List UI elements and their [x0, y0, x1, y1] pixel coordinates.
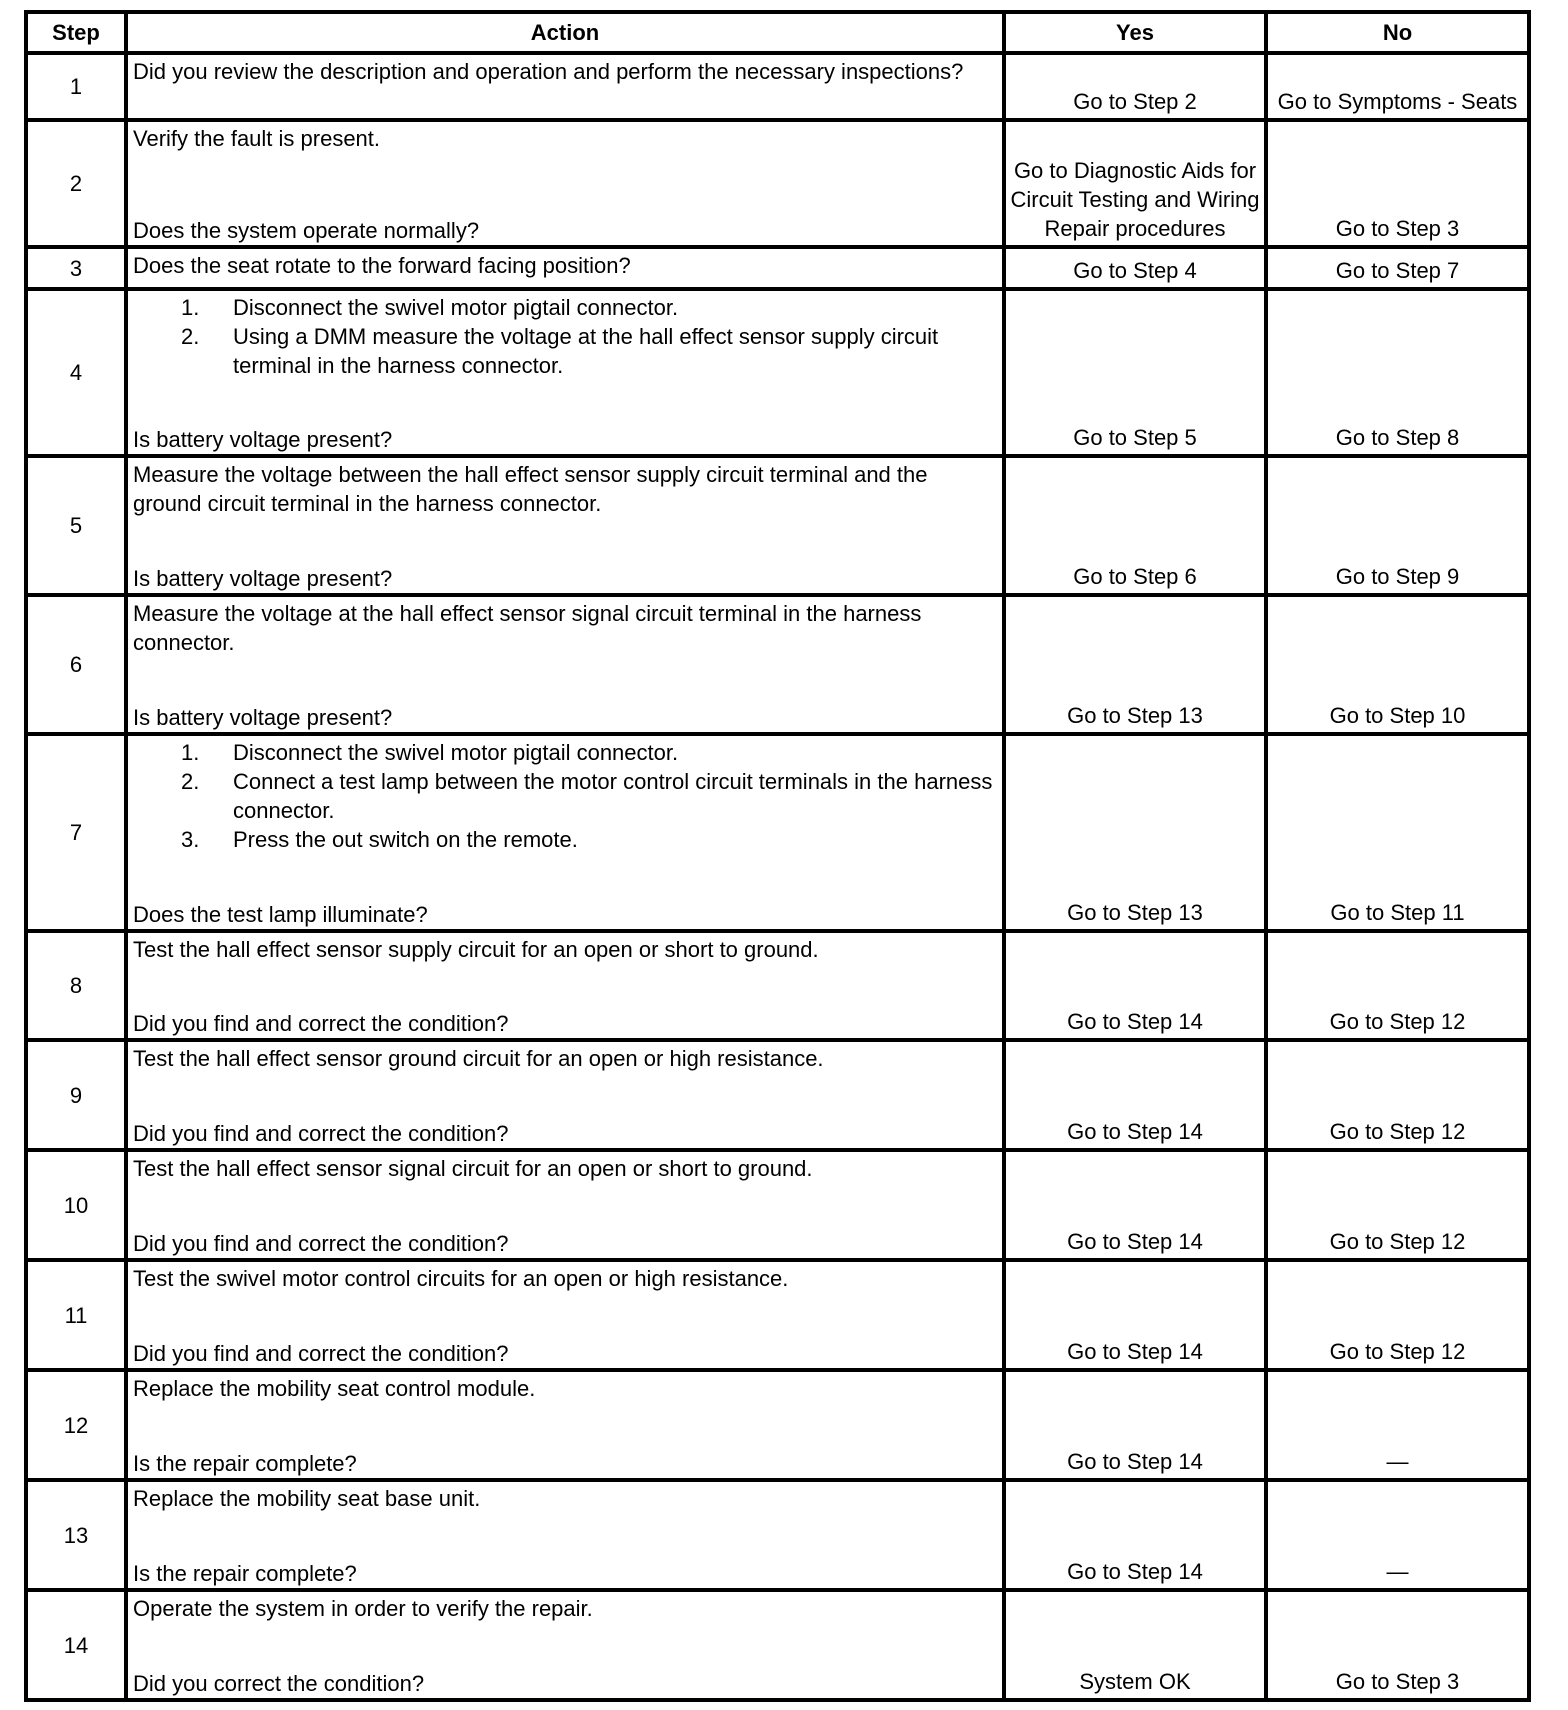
action-instructions — [133, 293, 998, 380]
action-content — [133, 1594, 998, 1698]
action-content — [133, 935, 998, 1038]
action-text: Test the hall effect sensor supply circuit for an open or short to ground. — [133, 937, 819, 962]
step-cell: 6 — [26, 595, 126, 734]
action-question: Did you find and correct the condition? — [133, 1011, 509, 1036]
table-row — [26, 931, 1529, 1040]
table-row — [26, 456, 1529, 595]
table-row — [26, 1040, 1529, 1150]
table-row — [26, 1260, 1529, 1370]
action-text: Replace the mobility seat base unit. — [133, 1486, 481, 1511]
step-cell: 14 — [26, 1590, 126, 1700]
step-cell: 10 — [26, 1150, 126, 1260]
step-cell: 1 — [26, 53, 126, 120]
yes-cell: Go to Diagnostic Aids for Circuit Testing and Wiring Repair procedures — [1004, 120, 1266, 247]
step-cell: 8 — [26, 931, 126, 1040]
action-cell — [126, 1590, 1004, 1700]
action-cell — [126, 595, 1004, 734]
no-cell: Go to Step 3 — [1266, 120, 1529, 247]
action-text: Does the seat rotate to the forward facing position? — [133, 253, 631, 278]
action-cell — [126, 1150, 1004, 1260]
action-content — [133, 293, 998, 454]
action-text: Operate the system in order to verify the repair. — [133, 1596, 593, 1621]
action-cell — [126, 120, 1004, 247]
step-cell: 3 — [26, 247, 126, 289]
yes-cell: Go to Step 13 — [1004, 595, 1266, 734]
action-content — [133, 124, 998, 245]
table-row — [26, 1480, 1529, 1590]
header-row — [26, 12, 1529, 53]
step-cell: 9 — [26, 1040, 126, 1150]
action-content — [133, 599, 998, 732]
action-cell — [126, 456, 1004, 595]
no-cell: Go to Step 12 — [1266, 1260, 1529, 1370]
list-item: Connect a test lamp between the motor control circuit terminals in the harness connector. — [233, 769, 993, 823]
yes-cell: Go to Step 14 — [1004, 1480, 1266, 1590]
yes-cell: System OK — [1004, 1590, 1266, 1700]
table-row — [26, 1150, 1529, 1260]
step-cell: 11 — [26, 1260, 126, 1370]
table-row — [26, 1370, 1529, 1480]
no-cell: — — [1266, 1480, 1529, 1590]
table-body — [26, 53, 1529, 1700]
action-cell — [126, 1260, 1004, 1370]
yes-cell: Go to Step 5 — [1004, 289, 1266, 456]
step-cell: 12 — [26, 1370, 126, 1480]
action-text: Replace the mobility seat control module. — [133, 1376, 536, 1401]
action-cell — [126, 1370, 1004, 1480]
action-text: Did you review the description and operation and perform the necessary inspections? — [133, 59, 964, 84]
action-question: Does the system operate normally? — [133, 218, 480, 243]
header-action: Action — [126, 12, 1004, 53]
no-cell: Go to Symptoms - Seats — [1266, 53, 1529, 120]
action-instructions — [133, 1594, 998, 1623]
action-content — [133, 1044, 998, 1148]
list-item: Press the out switch on the remote. — [233, 827, 578, 852]
action-text: Verify the fault is present. — [133, 126, 381, 151]
action-cell — [126, 931, 1004, 1040]
list-item: Disconnect the swivel motor pigtail connector. — [233, 295, 679, 320]
action-instructions — [133, 738, 998, 854]
no-cell: Go to Step 11 — [1266, 734, 1529, 931]
yes-cell: Go to Step 13 — [1004, 734, 1266, 931]
action-question: Did you find and correct the condition? — [133, 1341, 509, 1366]
action-content — [133, 251, 998, 287]
table-row — [26, 595, 1529, 734]
action-content — [133, 1154, 998, 1258]
action-content — [133, 738, 998, 929]
action-question: Is battery voltage present? — [133, 705, 393, 730]
action-question: Is the repair complete? — [133, 1451, 357, 1476]
action-content — [133, 1374, 998, 1478]
action-cell — [126, 1040, 1004, 1150]
yes-cell: Go to Step 6 — [1004, 456, 1266, 595]
no-cell: Go to Step 12 — [1266, 931, 1529, 1040]
action-instructions — [133, 935, 998, 964]
action-instructions — [133, 1154, 998, 1183]
header-step: Step — [26, 12, 126, 53]
action-question: Did you find and correct the condition? — [133, 1231, 509, 1256]
table-row — [26, 289, 1529, 456]
yes-cell: Go to Step 14 — [1004, 1260, 1266, 1370]
action-text: Measure the voltage between the hall effect sensor supply circuit terminal and the ground circuit terminal in the harness connector. — [133, 462, 928, 516]
yes-cell: Go to Step 14 — [1004, 1370, 1266, 1480]
no-cell: Go to Step 3 — [1266, 1590, 1529, 1700]
action-instructions — [133, 1264, 998, 1293]
table-row — [26, 120, 1529, 247]
no-cell: Go to Step 7 — [1266, 247, 1529, 289]
action-cell — [126, 53, 1004, 120]
no-cell: Go to Step 10 — [1266, 595, 1529, 734]
action-cell — [126, 247, 1004, 289]
action-instructions — [133, 1484, 998, 1513]
yes-cell: Go to Step 2 — [1004, 53, 1266, 120]
table-row — [26, 734, 1529, 931]
diagnostic-table — [24, 10, 1531, 1702]
action-instructions — [133, 124, 998, 153]
action-instructions — [133, 599, 998, 657]
action-text: Measure the voltage at the hall effect sensor signal circuit terminal in the harness connector. — [133, 601, 922, 655]
action-content — [133, 1264, 998, 1368]
action-question: Is battery voltage present? — [133, 427, 393, 452]
action-list — [133, 293, 998, 380]
header-no: No — [1266, 12, 1529, 53]
action-question: Does the test lamp illuminate? — [133, 902, 428, 927]
step-cell: 4 — [26, 289, 126, 456]
step-cell: 7 — [26, 734, 126, 931]
action-instructions — [133, 57, 998, 86]
no-cell: Go to Step 12 — [1266, 1040, 1529, 1150]
action-content — [133, 460, 998, 593]
action-content — [133, 1484, 998, 1588]
header-yes: Yes — [1004, 12, 1266, 53]
action-instructions — [133, 460, 998, 518]
list-item: Disconnect the swivel motor pigtail connector. — [233, 740, 679, 765]
action-question: Did you correct the condition? — [133, 1671, 425, 1696]
yes-cell: Go to Step 4 — [1004, 247, 1266, 289]
action-content — [133, 57, 998, 118]
step-cell: 13 — [26, 1480, 126, 1590]
action-cell — [126, 1480, 1004, 1590]
action-text: Test the hall effect sensor signal circuit for an open or short to ground. — [133, 1156, 813, 1181]
list-item: Using a DMM measure the voltage at the hall effect sensor supply circuit terminal in the harness connector. — [233, 324, 939, 378]
action-text: Test the hall effect sensor ground circuit for an open or high resistance. — [133, 1046, 824, 1071]
action-text: Test the swivel motor control circuits for an open or high resistance. — [133, 1266, 789, 1291]
action-question: Is the repair complete? — [133, 1561, 357, 1586]
no-cell: Go to Step 9 — [1266, 456, 1529, 595]
table-row — [26, 53, 1529, 120]
yes-cell: Go to Step 14 — [1004, 1150, 1266, 1260]
table-row — [26, 1590, 1529, 1700]
action-cell — [126, 734, 1004, 931]
step-cell: 2 — [26, 120, 126, 247]
step-cell: 5 — [26, 456, 126, 595]
no-cell: Go to Step 12 — [1266, 1150, 1529, 1260]
yes-cell: Go to Step 14 — [1004, 1040, 1266, 1150]
action-cell — [126, 289, 1004, 456]
action-question: Did you find and correct the condition? — [133, 1121, 509, 1146]
action-instructions — [133, 251, 998, 280]
action-instructions — [133, 1374, 998, 1403]
action-question: Is battery voltage present? — [133, 566, 393, 591]
no-cell: — — [1266, 1370, 1529, 1480]
table-row — [26, 247, 1529, 289]
no-cell: Go to Step 8 — [1266, 289, 1529, 456]
yes-cell: Go to Step 14 — [1004, 931, 1266, 1040]
action-instructions — [133, 1044, 998, 1073]
action-list — [133, 738, 998, 854]
